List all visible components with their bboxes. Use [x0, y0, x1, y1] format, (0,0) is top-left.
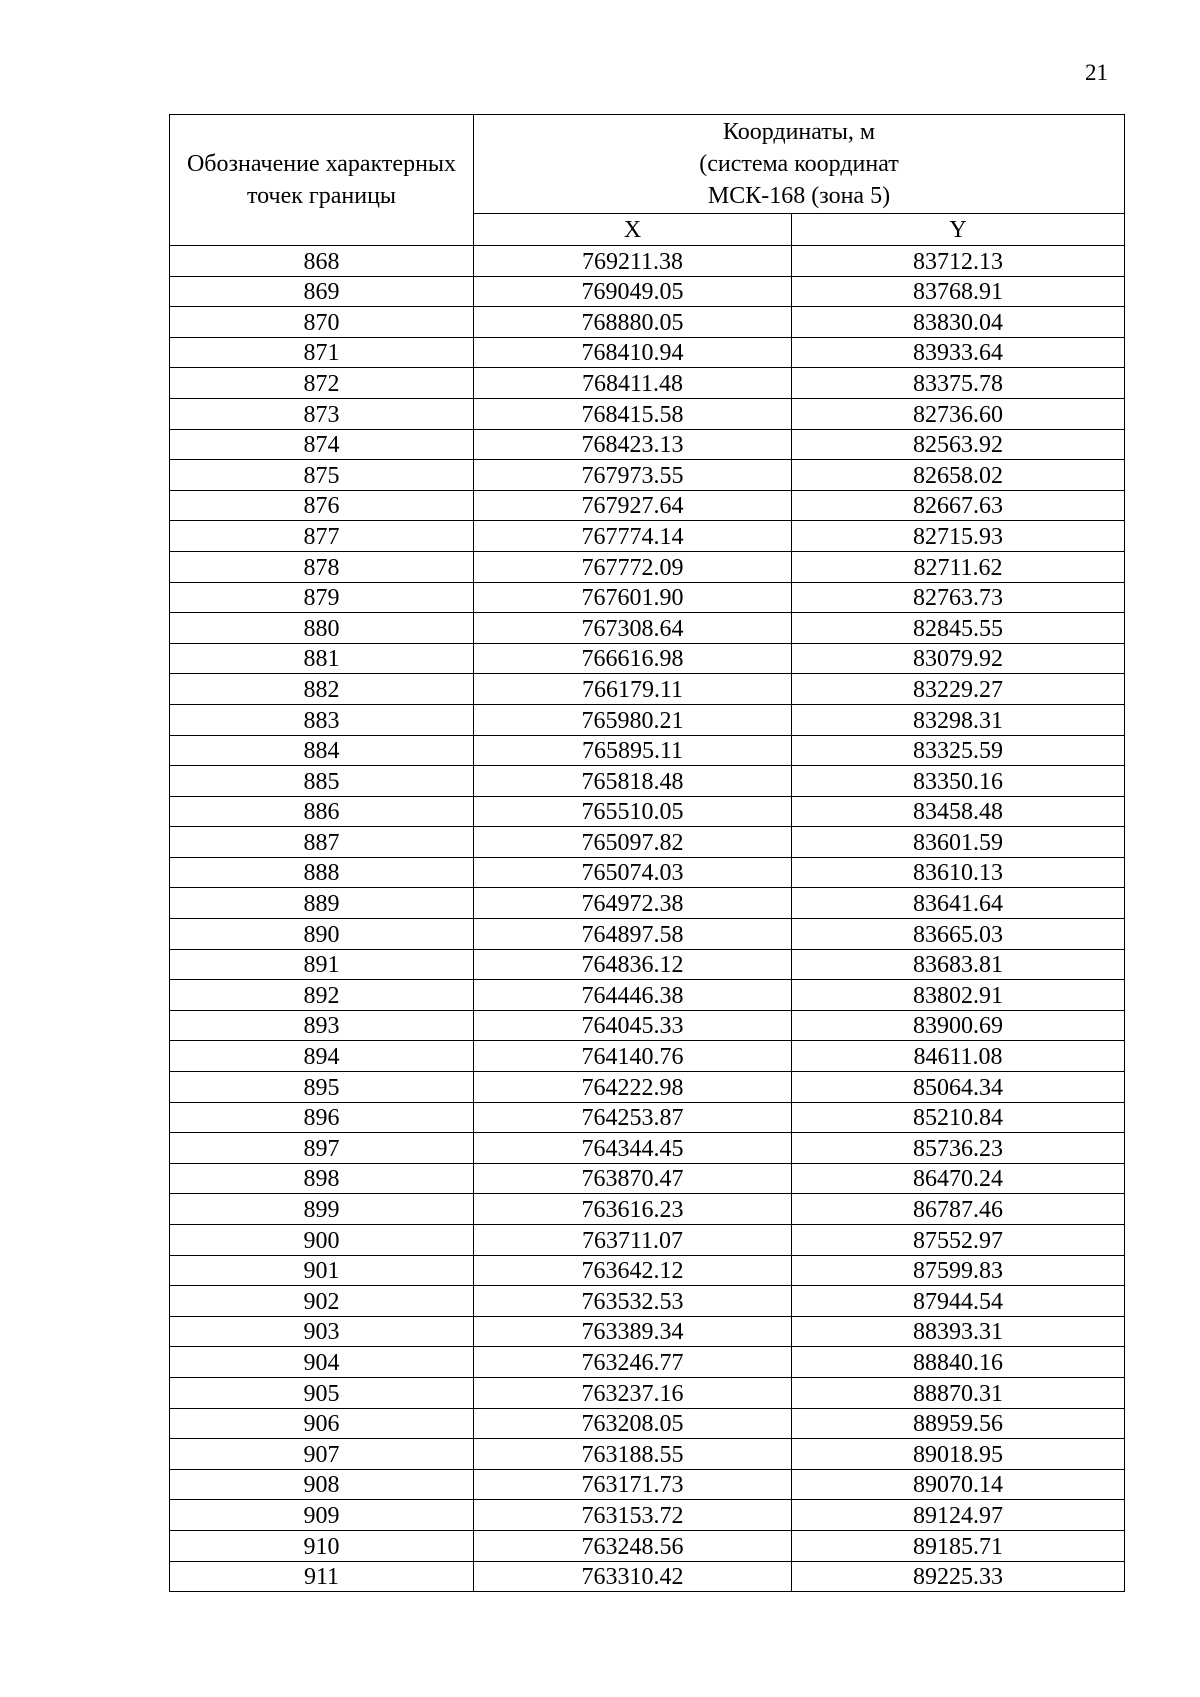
point-number-cell: 873	[170, 398, 474, 429]
table-row	[170, 521, 1125, 552]
x-coordinate-cell: 765097.82	[474, 827, 792, 858]
table-row	[170, 1347, 1125, 1378]
x-coordinate-cell: 767308.64	[474, 613, 792, 644]
y-coordinate-cell: 88840.16	[792, 1347, 1125, 1378]
x-coordinate-cell: 763310.42	[474, 1561, 792, 1592]
page-number: 21	[1085, 60, 1108, 85]
y-coordinate-cell: 82563.92	[792, 429, 1125, 460]
point-number-cell: 879	[170, 582, 474, 613]
point-number-cell: 869	[170, 276, 474, 307]
point-number-cell: 874	[170, 429, 474, 460]
x-coordinate-cell: 768411.48	[474, 368, 792, 399]
y-coordinate-cell: 83683.81	[792, 949, 1125, 980]
table-row	[170, 827, 1125, 858]
table-row	[170, 1439, 1125, 1470]
x-coordinate-cell: 769211.38	[474, 246, 792, 277]
y-coordinate-cell: 82667.63	[792, 490, 1125, 521]
table-row	[170, 704, 1125, 735]
y-coordinate-cell: 83079.92	[792, 643, 1125, 674]
point-number-cell: 868	[170, 246, 474, 277]
header-coordinates-line2: (система координат	[699, 151, 899, 177]
point-number-cell: 871	[170, 337, 474, 368]
point-number-cell: 903	[170, 1316, 474, 1347]
y-coordinate-cell: 83830.04	[792, 307, 1125, 338]
x-coordinate-cell: 767927.64	[474, 490, 792, 521]
x-coordinate-cell: 765510.05	[474, 796, 792, 827]
y-coordinate-cell: 85736.23	[792, 1133, 1125, 1164]
y-coordinate-cell: 88393.31	[792, 1316, 1125, 1347]
point-number-cell: 877	[170, 521, 474, 552]
x-coordinate-cell: 765895.11	[474, 735, 792, 766]
x-coordinate-cell: 763616.23	[474, 1194, 792, 1225]
table-row	[170, 1010, 1125, 1041]
point-number-cell: 898	[170, 1163, 474, 1194]
y-coordinate-cell: 84611.08	[792, 1041, 1125, 1072]
header-coordinates-line1: Координаты, м	[722, 119, 876, 145]
y-coordinate-cell: 83229.27	[792, 674, 1125, 705]
y-coordinate-cell: 82763.73	[792, 582, 1125, 613]
x-coordinate-cell: 767973.55	[474, 460, 792, 491]
y-coordinate-cell: 83298.31	[792, 704, 1125, 735]
table-row	[170, 1225, 1125, 1256]
table-row	[170, 307, 1125, 338]
x-coordinate-cell: 764897.58	[474, 919, 792, 950]
table-row	[170, 674, 1125, 705]
table-row	[170, 980, 1125, 1011]
table-row	[170, 1255, 1125, 1286]
point-number-cell: 906	[170, 1408, 474, 1439]
point-number-cell: 890	[170, 919, 474, 950]
x-coordinate-cell: 763532.53	[474, 1286, 792, 1317]
header-x: X	[474, 214, 792, 246]
y-coordinate-cell: 83601.59	[792, 827, 1125, 858]
y-coordinate-cell: 82715.93	[792, 521, 1125, 552]
y-coordinate-cell: 83933.64	[792, 337, 1125, 368]
table-row	[170, 1102, 1125, 1133]
point-number-cell: 907	[170, 1439, 474, 1470]
y-coordinate-cell: 89124.97	[792, 1500, 1125, 1531]
table-row	[170, 888, 1125, 919]
point-number-cell: 876	[170, 490, 474, 521]
table-row	[170, 735, 1125, 766]
x-coordinate-cell: 764140.76	[474, 1041, 792, 1072]
y-coordinate-cell: 87552.97	[792, 1225, 1125, 1256]
point-number-cell: 902	[170, 1286, 474, 1317]
table-row	[170, 796, 1125, 827]
y-coordinate-cell: 82711.62	[792, 551, 1125, 582]
y-coordinate-cell: 83712.13	[792, 246, 1125, 277]
table-row	[170, 1561, 1125, 1592]
x-coordinate-cell: 764045.33	[474, 1010, 792, 1041]
point-number-cell: 904	[170, 1347, 474, 1378]
y-coordinate-cell: 85064.34	[792, 1072, 1125, 1103]
table-row	[170, 582, 1125, 613]
point-number-cell: 911	[170, 1561, 474, 1592]
table-row	[170, 1163, 1125, 1194]
point-number-cell: 870	[170, 307, 474, 338]
point-number-cell: 895	[170, 1072, 474, 1103]
point-number-cell: 872	[170, 368, 474, 399]
x-coordinate-cell: 767772.09	[474, 551, 792, 582]
x-coordinate-cell: 765980.21	[474, 704, 792, 735]
x-coordinate-cell: 769049.05	[474, 276, 792, 307]
table-row	[170, 919, 1125, 950]
table-row	[170, 1408, 1125, 1439]
y-coordinate-cell: 82736.60	[792, 398, 1125, 429]
x-coordinate-cell: 768415.58	[474, 398, 792, 429]
point-number-cell: 887	[170, 827, 474, 858]
y-coordinate-cell: 88959.56	[792, 1408, 1125, 1439]
point-number-cell: 910	[170, 1530, 474, 1561]
table-row	[170, 1500, 1125, 1531]
table-row	[170, 766, 1125, 797]
table-row	[170, 246, 1125, 277]
x-coordinate-cell: 763642.12	[474, 1255, 792, 1286]
point-number-cell: 886	[170, 796, 474, 827]
point-number-cell: 899	[170, 1194, 474, 1225]
table-row	[170, 1133, 1125, 1164]
y-coordinate-cell: 87599.83	[792, 1255, 1125, 1286]
point-number-cell: 896	[170, 1102, 474, 1133]
y-coordinate-cell: 89185.71	[792, 1530, 1125, 1561]
x-coordinate-cell: 768410.94	[474, 337, 792, 368]
point-number-cell: 888	[170, 857, 474, 888]
y-coordinate-cell: 89225.33	[792, 1561, 1125, 1592]
point-number-cell: 891	[170, 949, 474, 980]
y-coordinate-cell: 89070.14	[792, 1469, 1125, 1500]
point-number-cell: 905	[170, 1377, 474, 1408]
x-coordinate-cell: 767601.90	[474, 582, 792, 613]
y-coordinate-cell: 82845.55	[792, 613, 1125, 644]
point-number-cell: 897	[170, 1133, 474, 1164]
point-number-cell: 884	[170, 735, 474, 766]
point-number-cell: 893	[170, 1010, 474, 1041]
x-coordinate-cell: 763153.72	[474, 1500, 792, 1531]
table-row	[170, 857, 1125, 888]
point-number-cell: 901	[170, 1255, 474, 1286]
point-number-cell: 909	[170, 1500, 474, 1531]
point-number-cell: 881	[170, 643, 474, 674]
table-row	[170, 949, 1125, 980]
table-row	[170, 368, 1125, 399]
table-row	[170, 398, 1125, 429]
y-coordinate-cell: 83610.13	[792, 857, 1125, 888]
y-coordinate-cell: 83900.69	[792, 1010, 1125, 1041]
y-coordinate-cell: 83665.03	[792, 919, 1125, 950]
y-coordinate-cell: 87944.54	[792, 1286, 1125, 1317]
x-coordinate-cell: 764344.45	[474, 1133, 792, 1164]
x-coordinate-cell: 763171.73	[474, 1469, 792, 1500]
point-number-cell: 882	[170, 674, 474, 705]
x-coordinate-cell: 763711.07	[474, 1225, 792, 1256]
x-coordinate-cell: 764446.38	[474, 980, 792, 1011]
table-body	[170, 246, 1125, 1592]
header-y: Y	[792, 214, 1125, 246]
y-coordinate-cell: 83325.59	[792, 735, 1125, 766]
x-coordinate-cell: 766179.11	[474, 674, 792, 705]
table-row	[170, 1316, 1125, 1347]
x-coordinate-cell: 763188.55	[474, 1439, 792, 1470]
y-coordinate-cell: 88870.31	[792, 1377, 1125, 1408]
header-designation: Обозначение характерных точек границы	[170, 115, 474, 246]
table-row	[170, 551, 1125, 582]
table-row	[170, 490, 1125, 521]
point-number-cell: 889	[170, 888, 474, 919]
table-row	[170, 1194, 1125, 1225]
y-coordinate-cell: 83458.48	[792, 796, 1125, 827]
x-coordinate-cell: 766616.98	[474, 643, 792, 674]
table-header	[170, 115, 1125, 246]
header-coordinates	[474, 115, 1125, 214]
table-row	[170, 1072, 1125, 1103]
x-coordinate-cell: 763208.05	[474, 1408, 792, 1439]
point-number-cell: 885	[170, 766, 474, 797]
y-coordinate-cell: 83768.91	[792, 276, 1125, 307]
point-number-cell: 900	[170, 1225, 474, 1256]
y-coordinate-cell: 83375.78	[792, 368, 1125, 399]
coordinates-table	[169, 114, 1125, 1592]
x-coordinate-cell: 767774.14	[474, 521, 792, 552]
x-coordinate-cell: 763870.47	[474, 1163, 792, 1194]
point-number-cell: 883	[170, 704, 474, 735]
y-coordinate-cell: 82658.02	[792, 460, 1125, 491]
y-coordinate-cell: 83802.91	[792, 980, 1125, 1011]
table-row	[170, 337, 1125, 368]
x-coordinate-cell: 764222.98	[474, 1072, 792, 1103]
table-row	[170, 1377, 1125, 1408]
point-number-cell: 892	[170, 980, 474, 1011]
x-coordinate-cell: 763389.34	[474, 1316, 792, 1347]
y-coordinate-cell: 86787.46	[792, 1194, 1125, 1225]
x-coordinate-cell: 764253.87	[474, 1102, 792, 1133]
point-number-cell: 894	[170, 1041, 474, 1072]
y-coordinate-cell: 83641.64	[792, 888, 1125, 919]
table-row	[170, 643, 1125, 674]
point-number-cell: 880	[170, 613, 474, 644]
point-number-cell: 878	[170, 551, 474, 582]
x-coordinate-cell: 763248.56	[474, 1530, 792, 1561]
x-coordinate-cell: 764972.38	[474, 888, 792, 919]
x-coordinate-cell: 765074.03	[474, 857, 792, 888]
x-coordinate-cell: 765818.48	[474, 766, 792, 797]
y-coordinate-cell: 86470.24	[792, 1163, 1125, 1194]
table-row	[170, 1469, 1125, 1500]
y-coordinate-cell: 89018.95	[792, 1439, 1125, 1470]
x-coordinate-cell: 763237.16	[474, 1377, 792, 1408]
table-row	[170, 613, 1125, 644]
x-coordinate-cell: 768423.13	[474, 429, 792, 460]
x-coordinate-cell: 763246.77	[474, 1347, 792, 1378]
table-row	[170, 460, 1125, 491]
x-coordinate-cell: 768880.05	[474, 307, 792, 338]
y-coordinate-cell: 85210.84	[792, 1102, 1125, 1133]
table-row	[170, 1041, 1125, 1072]
point-number-cell: 908	[170, 1469, 474, 1500]
x-coordinate-cell: 764836.12	[474, 949, 792, 980]
table-row	[170, 429, 1125, 460]
table-row	[170, 1286, 1125, 1317]
y-coordinate-cell: 83350.16	[792, 766, 1125, 797]
table-row	[170, 276, 1125, 307]
header-coordinates-line3: МСК-168 (зона 5)	[707, 183, 891, 209]
table-row	[170, 1530, 1125, 1561]
point-number-cell: 875	[170, 460, 474, 491]
